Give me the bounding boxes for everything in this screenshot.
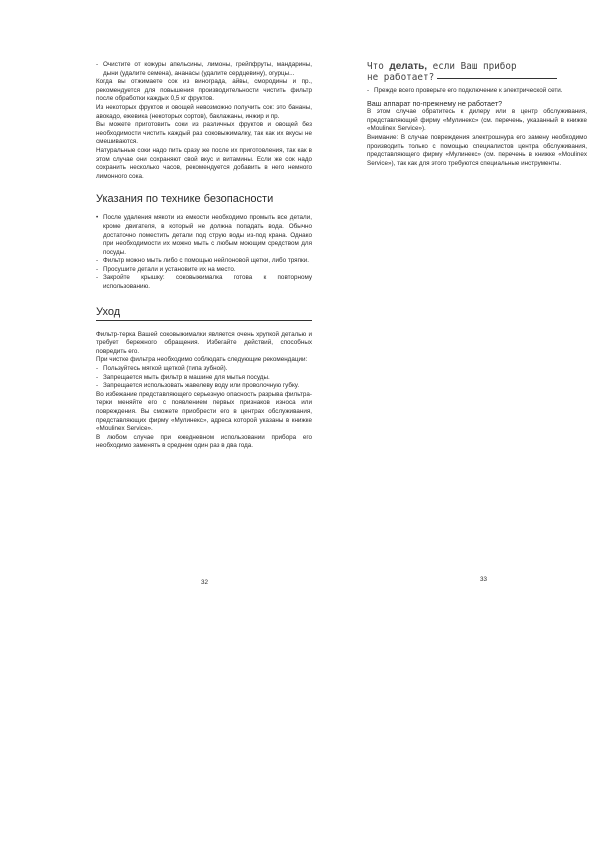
page-number-right: 33 — [480, 576, 488, 583]
care-item: - Запрещается мыть фильтр в машине для мытья посуды. — [96, 374, 312, 383]
care-heading: Уход — [96, 306, 312, 321]
safety-item: • После удаления мякоти из емкости необходимо промыть все детали, кроме двигателя, в который не должна попадать вода. Обычно достаточно поместить детали под струю воды из-под крана. Однако при необходимости их можно мыть с любым моющим средством для посуды. — [96, 214, 312, 257]
no-juice-fruits-paragraph: Из некоторых фруктов и овощей невозможно получить сок: это бананы, авокадо, ежевика (некоторых сортов), баклажаны, инжир и пр. — [96, 103, 312, 120]
filter-fragile-paragraph: Фильтр-терка Вашей соковыжималки является очень хрупкой деталью и требует бережного обращения. Избегайте действий, способных повредить его. — [96, 330, 312, 355]
contact-dealer-paragraph: В этом случае обратитесь к дилеру или в центр обслуживания, представляющий фирму «Мулинекс» (см. перечень, указанный в книжке «Moulinex Service»). — [367, 108, 587, 133]
safety-heading: Указания по технике безопасности — [96, 193, 274, 206]
heading-bold: делать, — [389, 61, 428, 72]
still-not-working-question: Ваш аппарат по-прежнему не работает? — [367, 98, 503, 108]
safety-item: - Просушите детали и установите их на место. — [96, 266, 312, 275]
fresh-juice-paragraph: Натуральные соки надо пить сразу же после их приготовления, так как в этом случае они сохраняют свой вкус и витамины. Если же сок надо сохранить несколько часов, рекомендуется добавить в него немного лимонного сока. — [96, 146, 312, 180]
mixed-juices-paragraph: Вы можете приготовить соки из различных фруктов и овощей без необходимости чистить каждый раз соковыжималку, так как их вкусы не смешиваются. — [96, 121, 312, 146]
right-page-column — [367, 61, 587, 168]
cord-warning-paragraph: Внимание: В случае повреждения электрошнура его замену необходимо производить только с помощью специалистов центра обслуживания, представляющего фирму «Мулинекс» (см. перечень в книжке «Moulinex Service»), так как для этого требуются специальные инструменты. — [367, 133, 587, 167]
heading-part-2: если Ваш прибор — [427, 61, 517, 72]
care-item: - Запрещается использовать жавелеву воду или проволочную губку. — [96, 382, 312, 391]
peeling-instruction: - Очистите от кожуры апельсины, лимоны, грейпфруты, мандарины, дыни (удалите семена), ананасы (удалите сердцевину), огурцы... — [96, 61, 312, 78]
care-item: - Пользуйтесь мягкой щеткой (типа зубной). — [96, 365, 312, 374]
check-connection-item: - Прежде всего проверьте его подключение к электрической сети. — [367, 87, 587, 96]
grape-juice-paragraph: Когда вы отжимаете сок из винограда, айвы, смородины и пр., рекомендуется для повышения производительности чистить фильтр после обработки каждых 0,5 кг фруктов. — [96, 78, 312, 103]
heading-underline — [437, 78, 557, 79]
left-page-column — [96, 61, 312, 451]
filter-lifetime-paragraph: В любом случае при ежедневном использовании прибора его необходимо заменять в среднем один раз в два года. — [96, 433, 312, 450]
filter-replacement-paragraph: Во избежание представляющего серьезную опасность разрыва фильтра-терки меняйте его с появлением первых признаков износа или повреждения. Вы сможете приобрести его в центрах обслуживания, представляющих фирму «Мулинекс», адреса которой указаны в книжке «Moulinex Service». — [96, 390, 312, 433]
page-number-left: 32 — [201, 579, 209, 586]
heading-line-2: не работает? — [367, 72, 435, 83]
heading-part-1: Что — [367, 61, 390, 72]
filter-cleaning-intro: При чистке фильтра необходимо соблюдать следующие рекомендации: — [96, 356, 308, 364]
safety-item: - Фильтр можно мыть либо с помощью нейлоновой щетки, либо тряпки. — [96, 257, 312, 266]
safety-item: - Закройте крышку: соковыжималка готова к повторному использованию. — [96, 274, 312, 291]
troubleshooting-heading — [367, 61, 587, 83]
